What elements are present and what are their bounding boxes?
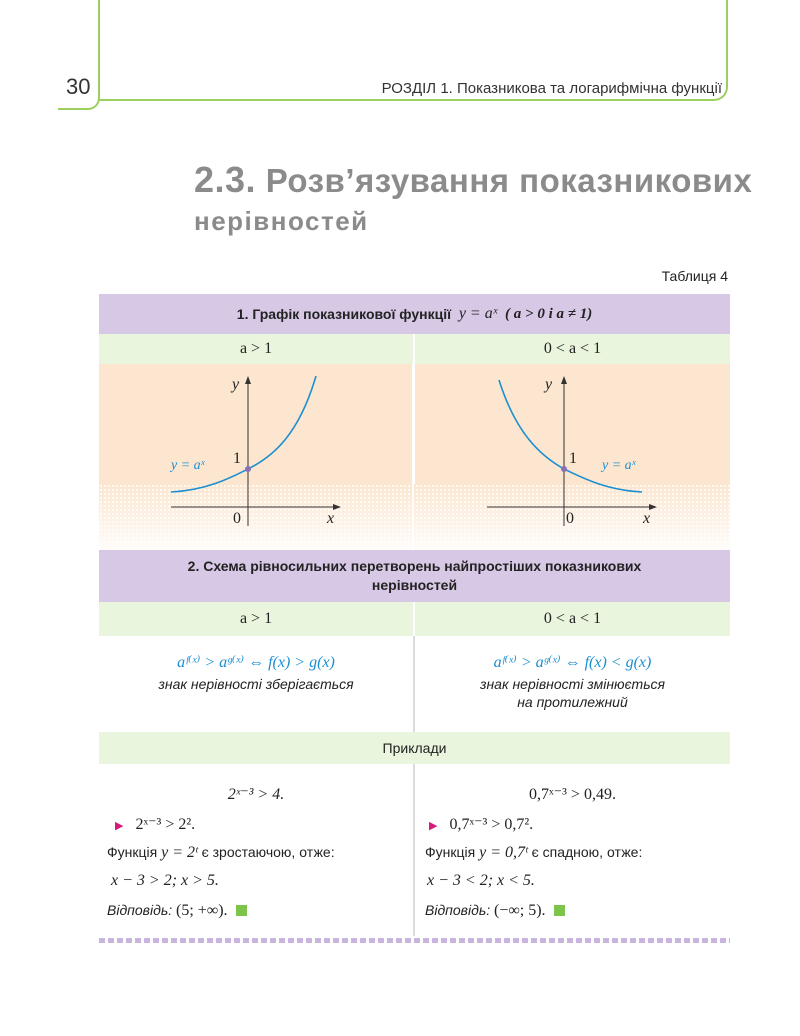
graph-right-zero-label: 0 <box>566 510 574 527</box>
block1-formula: y = aˣ <box>458 305 498 322</box>
section-title <box>194 160 752 241</box>
example-right-ineq: x − 3 < 2; x < 5. <box>427 872 535 889</box>
example-right-answer-label: Відповідь: <box>425 902 491 918</box>
example-left-func-suffix: є зростаючою, отже: <box>201 844 335 860</box>
block1-condition: ( a > 0 і a ≠ 1) <box>505 305 593 322</box>
example-right-step1: 0,7ˣ⁻³ > 0,7². <box>449 816 534 833</box>
graph-left-one-label: 1 <box>233 450 241 467</box>
example-right-answer: (−∞; 5). <box>493 902 546 919</box>
example-left-func-prefix: Функція <box>107 844 158 860</box>
graph-left-zero-label: 0 <box>233 510 241 527</box>
block2-right-formula: aᶠ⁽ˣ⁾ > aᵍ⁽ˣ⁾ ⇔ f(x) < g(x) <box>493 654 652 671</box>
table-bottom-border <box>99 938 730 943</box>
section-title-line1: Розв’язування показникових <box>265 162 753 199</box>
graph-right-y-arrow <box>561 376 567 384</box>
graph-right-point <box>561 466 567 472</box>
block2-title-line2: нерівностей <box>371 577 458 593</box>
example-left-task: 2ˣ⁻³ > 4. <box>227 786 285 803</box>
block2-cases-row <box>99 602 730 636</box>
end-of-solution-icon <box>236 905 247 916</box>
block1-cases-row <box>99 334 730 364</box>
graphs-svg <box>99 364 730 550</box>
block2-content-row <box>99 636 730 732</box>
section-title-line2: нерівностей <box>194 206 369 236</box>
graph-left-y-arrow <box>245 376 251 384</box>
example-left-marker-icon: ▶ <box>115 820 124 832</box>
block2-title-line1: 2. Схема рівносильних перетворень найпростіших показникових <box>187 558 642 574</box>
examples-title: Приклади <box>382 740 447 756</box>
graph-right-curve-label: y = aˣ <box>602 458 636 473</box>
graph-left-y-label: y <box>232 376 240 393</box>
example-right-func-prefix: Функція <box>425 844 476 860</box>
example-right-marker-icon: ▶ <box>429 820 438 832</box>
running-title: РОЗДІЛ 1. Показникова та логарифмічна функції <box>381 80 722 97</box>
graph-left-curve-label: y = aˣ <box>171 458 205 473</box>
example-right-func-suffix: є спадною, отже: <box>531 844 643 860</box>
graph-right-one-label: 1 <box>569 450 577 467</box>
example-left-answer-label: Відповідь: <box>107 902 173 918</box>
examples-content-row <box>99 764 730 936</box>
example-left-ineq: x − 3 > 2; x > 5. <box>111 872 219 889</box>
end-of-solution-icon <box>554 905 565 916</box>
block1-case-right: 0 < a < 1 <box>543 340 602 357</box>
block2-right-note-line1: знак нерівності змінюється <box>479 676 666 692</box>
block1-title: 1. Графік показникової функції <box>236 306 452 322</box>
graphs-row <box>99 364 730 550</box>
example-right-func-formula: y = 0,7ᵗ <box>479 844 528 861</box>
block1-case-left: a > 1 <box>239 340 273 357</box>
graph-right-y-label: y <box>545 376 553 393</box>
examples-header <box>99 732 730 764</box>
example-left-answer: (5; +∞). <box>175 902 228 919</box>
block2-left-formula: aᶠ⁽ˣ⁾ > aᵍ⁽ˣ⁾ ⇔ f(x) > g(x) <box>177 654 335 671</box>
example-right-task: 0,7ˣ⁻³ > 0,49. <box>529 786 616 803</box>
table-label: Таблиця 4 <box>661 268 728 284</box>
block2-case-left: a > 1 <box>239 610 273 627</box>
page-number: 30 <box>66 74 91 99</box>
graph-right-curve <box>499 380 642 492</box>
block2-header <box>99 550 730 602</box>
block2-left-note: знак нерівності зберігається <box>158 676 354 692</box>
graph-left-point <box>245 466 251 472</box>
graph-left-curve <box>171 376 316 492</box>
block2-right-note-line2: на протилежний <box>517 694 628 710</box>
example-left-func-formula: y = 2ᵗ <box>161 844 198 861</box>
block1-header <box>99 294 730 334</box>
example-left-step1: 2ˣ⁻³ > 2². <box>135 816 196 833</box>
graph-left-x-label: x <box>327 510 335 527</box>
graph-right-x-label: x <box>643 510 651 527</box>
section-number: 2.3. <box>194 159 257 200</box>
block2-case-right: 0 < a < 1 <box>543 610 602 627</box>
